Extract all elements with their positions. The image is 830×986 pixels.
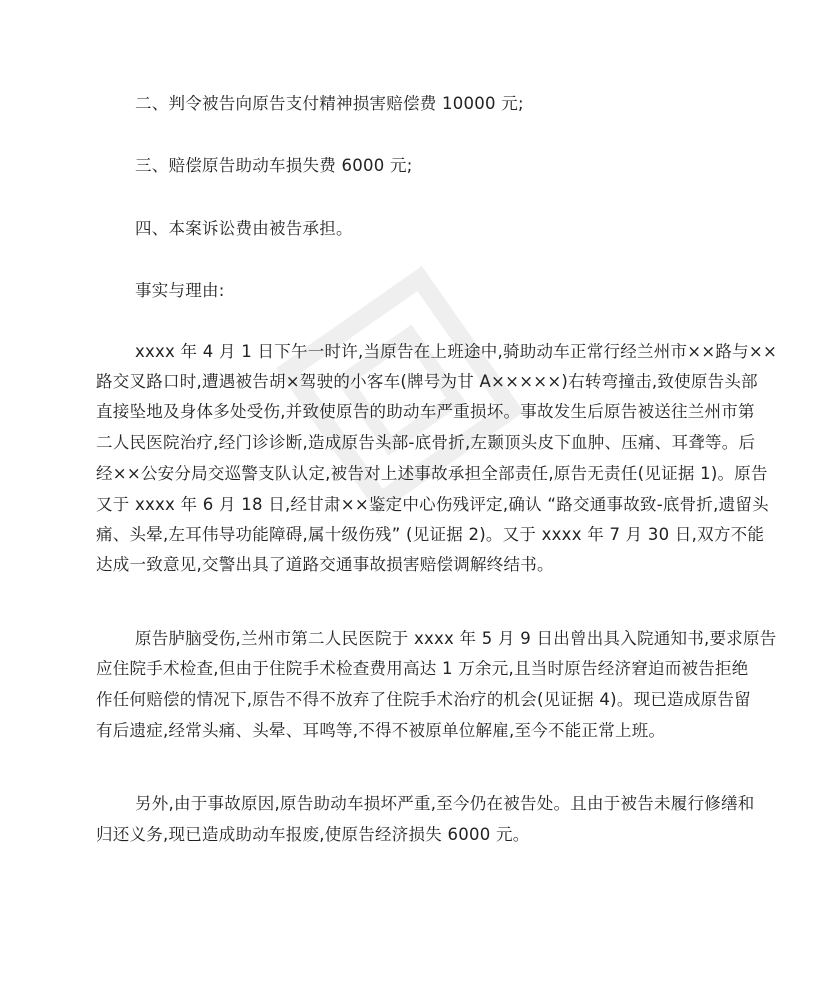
paragraph-line: 作任何赔偿的情况下,原告不得不放弃了住院手术治疗的机会(见证据 4)。现已造成原告留 bbox=[96, 690, 751, 709]
paragraph-line: 二人民医院治疗,经门诊诊断,造成原告头部-底骨折,左颞顶头皮下血肿、压痛、耳聋等。后 bbox=[96, 433, 756, 452]
paragraph-line: xxxx 年 4 月 1 日下午一时许,当原告在上班途中,骑助动车正常行经兰州市××路与×× bbox=[135, 342, 778, 361]
paragraph-line: 达成一致意见,交警出具了道路交通事故损害赔偿调解终结书。 bbox=[96, 555, 554, 574]
paragraph-line: 直接坠地及身体多处受伤,并致使原告的助动车严重损坏。事故发生后原告被送往兰州市第 bbox=[96, 402, 755, 421]
paragraph-line: 又于 xxxx 年 6 月 18 日,经甘肃××鉴定中心伤残评定,确认 “路交通事故致-底骨折,遗留头 bbox=[96, 495, 769, 514]
paragraph-line: 归还义务,现已造成助动车报废,使原告经济损失 6000 元。 bbox=[96, 825, 530, 844]
claim-item-3: 三、赔偿原告助动车损失费 6000 元; bbox=[135, 156, 413, 175]
paragraph-line: 有后遗症,经常头痛、头晕、耳鸣等,不得不被原单位解雇,至今不能正常上班。 bbox=[96, 721, 666, 740]
paragraph-line: 应住院手术检查,但由于住院手术检查费用高达 1 万余元,且当时原告经济窘迫而被告拒绝 bbox=[96, 659, 749, 678]
claim-item-4: 四、本案诉讼费由被告承担。 bbox=[135, 219, 353, 238]
paragraph-line: 另外,由于事故原因,原告助动车损坏严重,至今仍在被告处。且由于被告未履行修缮和 bbox=[135, 794, 755, 813]
paragraph-line: 原告胪脑受伤,兰州市第二人民医院于 xxxx 年 5 月 9 日出曾出具入院通知书,要求原告 bbox=[135, 629, 777, 648]
paragraph-line: 经××公安分局交巡警支队认定,被告对上述事故承担全部责任,原告无责任(见证据 1)。原告 bbox=[96, 464, 768, 483]
claim-item-2: 二、判令被告向原告支付精神损害赔偿费 10000 元; bbox=[135, 94, 524, 113]
section-heading: 事实与理由: bbox=[135, 281, 225, 300]
paragraph-line: 痛、头晕,左耳伟导功能障碍,属十级伤残” (见证据 2)。又于 xxxx 年 7 月 30 日,双方不能 bbox=[96, 525, 765, 544]
paragraph-line: 路交叉路口时,遭遇被告胡×驾驶的小客车(牌号为甘 A×××××)右转弯撞击,致使原告头部 bbox=[96, 372, 758, 391]
